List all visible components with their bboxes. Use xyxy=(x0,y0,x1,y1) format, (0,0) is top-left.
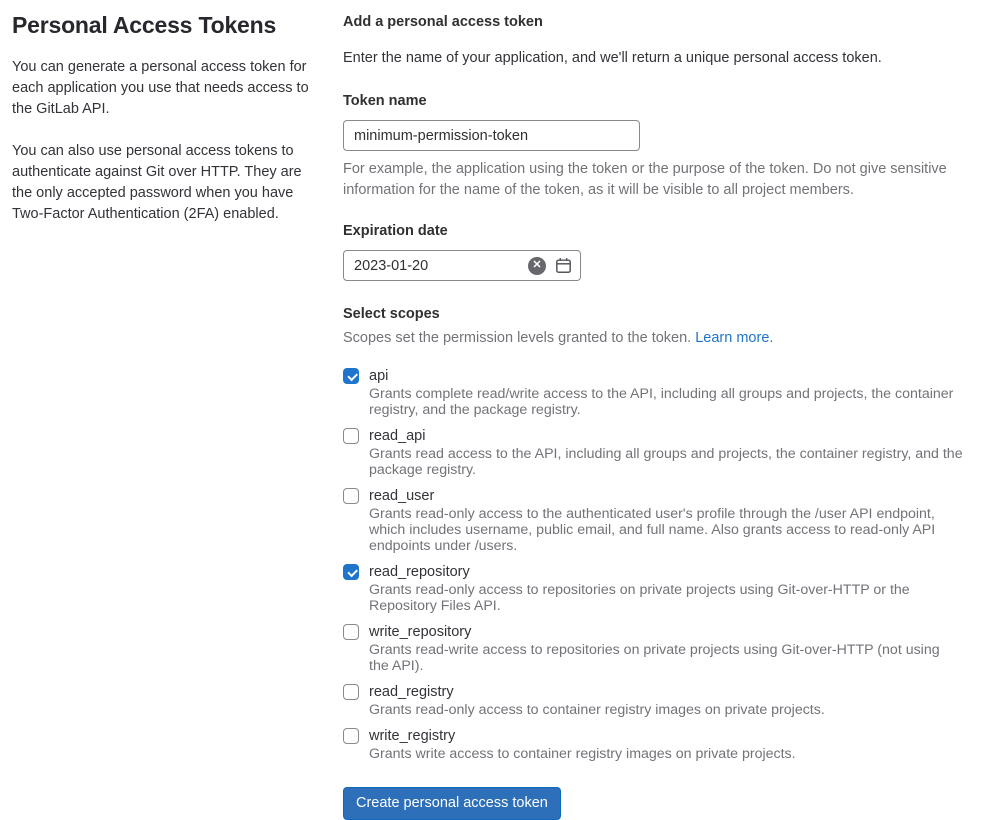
checkbox-read_api[interactable] xyxy=(343,428,359,444)
learn-more-link[interactable]: Learn more. xyxy=(695,330,774,346)
expiration-date-field[interactable] xyxy=(343,250,581,281)
token-name-input[interactable] xyxy=(343,120,640,151)
scope-row-write_repository xyxy=(343,622,963,674)
page-title: Personal Access Tokens xyxy=(12,12,277,38)
scope-row-write_registry xyxy=(343,726,963,762)
scope-label-read_repository[interactable]: read_repository xyxy=(369,564,470,580)
scope-label-read_registry[interactable]: read_registry xyxy=(369,684,454,700)
checkbox-api[interactable] xyxy=(343,368,359,384)
scope-description-read_user: Grants read-only access to the authenticated user's profile through the /user API endpoint, which includes username, public email, and full name. Also grants access to read-only API endpoints under /users. xyxy=(369,506,936,554)
scope-row-read_registry xyxy=(343,682,963,718)
page-intro-paragraph-1: You can generate a personal access token for each application you use that needs access to the GitLab API. xyxy=(12,58,309,117)
scope-row-read_user xyxy=(343,486,963,554)
scope-label-read_api[interactable]: read_api xyxy=(369,428,426,444)
create-token-button[interactable]: Create personal access token xyxy=(343,787,561,820)
clear-date-icon[interactable]: ✕ xyxy=(528,257,546,275)
scopes-description xyxy=(343,328,963,349)
scope-description-write_repository: Grants read-write access to repositories on private projects using Git-over-HTTP (not using the API). xyxy=(369,642,940,674)
checkbox-read_user[interactable] xyxy=(343,488,359,504)
scope-label-write_registry[interactable]: write_registry xyxy=(369,728,456,744)
checkbox-read_registry[interactable] xyxy=(343,684,359,700)
add-token-form xyxy=(343,12,963,820)
scope-description-read_repository: Grants read-only access to repositories on private projects using Git-over-HTTP or the Repository Files API. xyxy=(369,582,910,614)
scope-label-api[interactable]: api xyxy=(369,368,389,384)
page-description-panel xyxy=(12,12,320,820)
select-scopes-label: Select scopes xyxy=(343,306,440,322)
form-subheading: Enter the name of your application, and we'll return a unique personal access token. xyxy=(343,50,882,66)
scope-label-write_repository[interactable]: write_repository xyxy=(369,624,472,640)
checkbox-write_registry[interactable] xyxy=(343,728,359,744)
page-intro-paragraph-2: You can also use personal access tokens to authenticate against Git over HTTP. They are the only accepted password when you have Two-Factor Authentication (2FA) enabled. xyxy=(12,142,302,222)
calendar-icon[interactable] xyxy=(554,257,572,275)
scope-row-read_api xyxy=(343,426,963,478)
checkbox-write_repository[interactable] xyxy=(343,624,359,640)
scope-row-api xyxy=(343,366,963,418)
expiration-date-input[interactable] xyxy=(354,258,528,274)
form-heading: Add a personal access token xyxy=(343,14,543,30)
scope-row-read_repository xyxy=(343,562,963,614)
checkbox-read_repository[interactable] xyxy=(343,564,359,580)
token-name-help-text: For example, the application using the token or the purpose of the token. Do not give sensitive information for the name of the token, as it will be visible to all project members. xyxy=(343,161,947,198)
scope-description-api: Grants complete read/write access to the API, including all groups and projects, the container registry, and the package registry. xyxy=(369,386,954,418)
expiration-date-label: Expiration date xyxy=(343,223,448,239)
scopes-description-text: Scopes set the permission levels granted to the token. xyxy=(343,330,696,346)
scope-description-read_registry: Grants read-only access to container registry images on private projects. xyxy=(369,702,825,718)
scope-description-read_api: Grants read access to the API, including all groups and projects, the container registry, and the package registry. xyxy=(369,446,963,478)
scope-description-write_registry: Grants write access to container registry images on private projects. xyxy=(369,746,796,762)
scope-label-read_user[interactable]: read_user xyxy=(369,488,435,504)
scopes-list xyxy=(343,366,963,762)
token-name-label: Token name xyxy=(343,93,427,109)
